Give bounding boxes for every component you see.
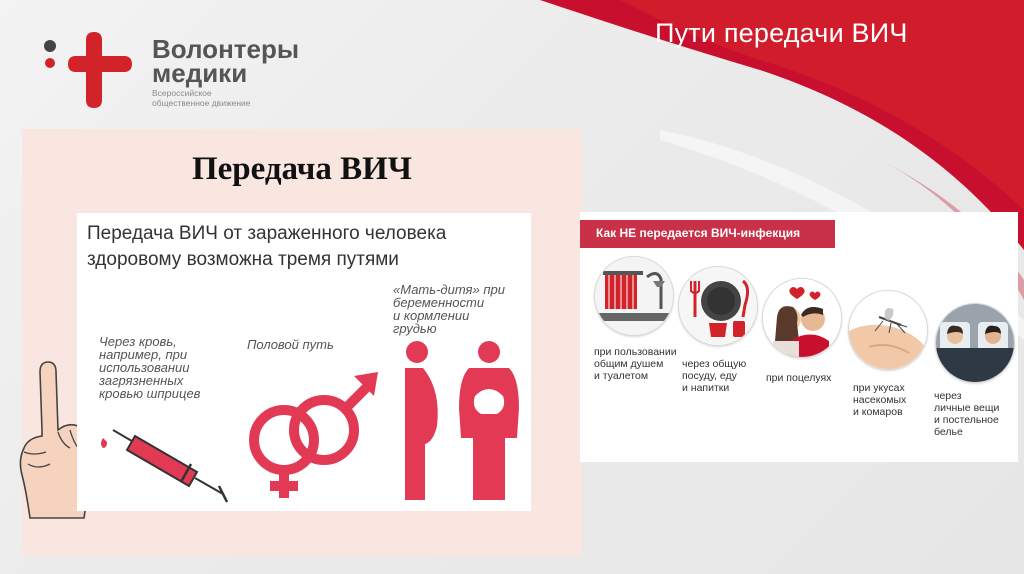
kiss-icon: [762, 278, 842, 358]
caption-line: через общую: [682, 358, 747, 370]
sexual-label-line: Половой путь: [247, 337, 334, 352]
mother-label-line: беременности: [393, 295, 485, 310]
logo-subtitle-line1: Всероссийское: [152, 88, 212, 98]
mother-child-route-label: [393, 283, 518, 335]
caption-bed: [934, 390, 999, 438]
caption-line: и комаров: [853, 406, 903, 418]
mother-label-line: «Мать-дитя» при: [393, 282, 505, 297]
logo: [36, 30, 336, 110]
caption-line: насекомых: [853, 394, 907, 406]
blood-label-line: использовании: [99, 360, 190, 375]
mosquito-icon: [848, 290, 928, 370]
blood-route-label: [99, 335, 239, 400]
caption-line: и постельное: [934, 414, 999, 426]
logo-subtitle-line2: общественное движение: [152, 98, 251, 108]
bed-linen-icon: [935, 303, 1015, 383]
caption-line: при пользовании: [594, 346, 677, 358]
syringe-icon: [95, 408, 235, 503]
logo-title-line2: медики: [152, 58, 248, 88]
caption-line: посуду, еду: [682, 370, 737, 382]
logo-title-line1: Волонтеры: [152, 34, 300, 64]
panel-header-text: Как НЕ передается ВИЧ-инфекция: [596, 226, 801, 240]
panel-header-bar: [580, 220, 835, 248]
caption-dishes: [682, 358, 746, 394]
blood-label-line: например, при: [99, 347, 188, 362]
caption-kiss: [766, 372, 831, 384]
caption-line: общим душем: [594, 358, 664, 370]
blood-label-line: кровью шприцев: [99, 386, 201, 401]
caption-line: при укусах: [853, 382, 905, 394]
page-title: Пути передачи ВИЧ: [655, 18, 908, 48]
blood-label-line: Через кровь,: [99, 334, 177, 349]
caption-line: и напитки: [682, 382, 730, 394]
mother-label-line: грудью: [393, 321, 437, 336]
caption-line: и туалетом: [594, 370, 649, 382]
caption-shower: [594, 346, 677, 382]
caption-mosquito: [853, 382, 906, 418]
card-text-line1: Передача ВИЧ от зараженного человека: [87, 223, 447, 244]
shower-toilet-icon: [594, 256, 674, 336]
gender-symbols-icon: [242, 368, 387, 508]
medical-cross-logo-icon: [36, 30, 146, 110]
mother-child-icon: [397, 338, 527, 508]
dishes-icon: [678, 266, 758, 346]
panel-title: Передача ВИЧ: [191, 151, 412, 187]
card-text-line2: здоровому возможна тремя путями: [87, 249, 399, 270]
caption-line: через: [934, 390, 962, 402]
blood-label-line: загрязненных: [99, 373, 184, 388]
not-transmitted-panel: [580, 212, 1018, 462]
caption-line: при поцелуях: [766, 372, 832, 384]
sexual-route-label: [247, 338, 334, 351]
caption-line: личные вещи: [934, 402, 1000, 414]
caption-line: белье: [934, 426, 963, 438]
mother-label-line: и кормлении: [393, 308, 470, 323]
transmission-card: [77, 213, 531, 511]
